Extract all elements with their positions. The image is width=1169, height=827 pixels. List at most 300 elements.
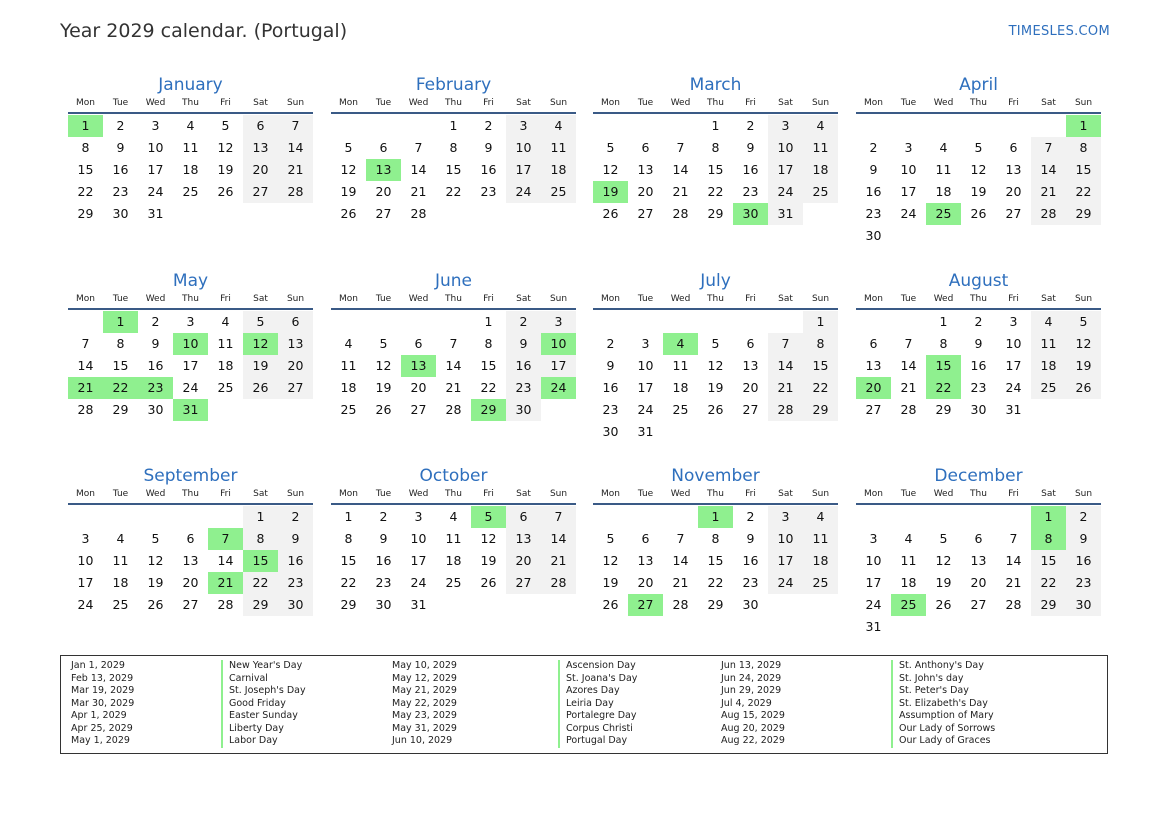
day-cell: 21 [445,380,462,395]
legend-date: Jun 24, 2029 [721,672,782,684]
weekday-header [68,487,313,501]
holiday-day: 29 [471,399,506,421]
day-cell: 29 [935,402,952,417]
day-cell: 13 [182,553,199,568]
day-cell: 19 [217,162,234,177]
day-cell: 9 [869,162,878,177]
day-cell: 23 [278,572,313,594]
weekday-label: Sun [811,98,830,108]
weekday-label: Fri [1008,489,1019,499]
weekday-label: Sat [778,98,793,108]
day-cell: 6 [1009,140,1018,155]
day-cell: 6 [414,336,423,351]
day-cell: 17 [410,553,427,568]
day-cell: 12 [602,162,619,177]
day-cell: 18 [803,159,838,181]
day-cell: 17 [768,159,803,181]
day-cell: 2 [1066,506,1101,528]
day-cell: 26 [243,377,278,399]
day-cell: 4 [344,336,353,351]
day-cell: 21 [1005,575,1022,590]
day-cell: 13 [1005,162,1022,177]
holiday-day: 1 [68,115,103,137]
day-cell: 19 [1066,355,1101,377]
day-cell: 25 [217,380,234,395]
day-cell: 10 [768,137,803,159]
weekday-label: Mon [601,98,620,108]
day-cell: 17 [1005,358,1022,373]
day-cell: 13 [637,162,654,177]
month-july [593,270,838,443]
day-cell: 7 [81,336,90,351]
day-cell: 9 [506,333,541,355]
day-cell: 9 [278,528,313,550]
day-cell: 28 [672,206,689,221]
weekday-label: Mon [76,294,95,304]
day-cell: 16 [602,380,619,395]
empty-cell [926,506,961,528]
day-cell: 27 [375,206,392,221]
header-rule [856,112,1101,114]
holiday-day: 22 [926,377,961,399]
weekday-label: Thu [707,98,724,108]
weekday-label: Fri [220,489,231,499]
day-cell: 18 [445,553,462,568]
month-september [68,465,313,616]
day-cell: 22 [1031,572,1066,594]
weekday-label: Thu [970,489,987,499]
legend-dates [392,660,457,748]
day-cell: 20 [182,575,199,590]
weekday-label: Sat [778,294,793,304]
day-cell: 2 [746,509,755,524]
empty-cell [961,506,996,528]
day-cell: 31 [637,424,654,439]
legend-holiday-name: Labor Day [221,735,306,748]
day-cell: 9 [484,140,493,155]
day-grid [331,506,576,616]
day-cell: 23 [602,402,619,417]
day-cell: 1 [449,118,458,133]
day-cell: 20 [243,159,278,181]
weekday-label: Sun [1074,294,1093,304]
holiday-day: 10 [541,333,576,355]
empty-cell [733,311,768,333]
day-cell: 18 [182,162,199,177]
header-rule [68,308,313,310]
day-cell: 16 [742,162,759,177]
day-cell: 3 [869,531,878,546]
weekday-label: Thu [970,98,987,108]
weekday-label: Mon [339,489,358,499]
day-cell: 21 [900,380,917,395]
day-cell: 30 [970,402,987,417]
weekday-label: Sat [1041,98,1056,108]
day-cell: 8 [449,140,458,155]
month-december [856,465,1101,638]
day-cell: 3 [81,531,90,546]
weekday-label: Mon [76,98,95,108]
empty-cell [628,311,663,333]
day-cell: 2 [116,118,125,133]
site-link[interactable]: TIMESLES.COM [1008,24,1110,39]
day-cell: 6 [243,115,278,137]
day-cell: 19 [602,575,619,590]
day-grid [856,311,1101,421]
day-cell: 18 [217,358,234,373]
day-cell: 3 [151,118,160,133]
empty-cell [593,311,628,333]
day-cell: 16 [970,358,987,373]
day-cell: 7 [1009,531,1018,546]
weekday-label: Sun [1074,98,1093,108]
holiday-day: 15 [926,355,961,377]
month-name: September [143,466,238,486]
day-cell: 8 [939,336,948,351]
day-cell: 14 [77,358,94,373]
empty-cell [768,311,803,333]
day-cell: 4 [904,531,913,546]
month-august [856,270,1101,421]
day-cell: 16 [506,355,541,377]
day-cell: 10 [865,553,882,568]
day-cell: 11 [541,137,576,159]
legend-date: May 1, 2029 [71,735,130,746]
weekday-label: Thu [445,489,462,499]
weekday-label: Mon [339,294,358,304]
day-cell: 24 [865,597,882,612]
day-cell: 27 [865,402,882,417]
day-cell: 15 [707,162,724,177]
day-cell: 27 [970,597,987,612]
empty-cell [593,115,628,137]
day-cell: 12 [935,553,952,568]
day-cell: 24 [637,402,654,417]
holiday-day: 31 [173,399,208,421]
day-cell: 28 [217,597,234,612]
empty-cell [856,506,891,528]
day-cell: 5 [939,531,948,546]
day-cell: 2 [151,314,160,329]
day-cell: 3 [186,314,195,329]
legend-date: Jun 10, 2029 [392,735,453,746]
day-cell: 13 [506,528,541,550]
day-cell: 9 [606,358,615,373]
day-cell: 3 [541,311,576,333]
empty-cell [366,115,401,137]
weekday-label: Mon [864,98,883,108]
weekday-label: Sun [549,294,568,304]
day-cell: 7 [278,115,313,137]
day-cell: 14 [900,358,917,373]
weekday-label: Tue [375,294,392,304]
holiday-day: 10 [173,333,208,355]
day-cell: 25 [112,597,129,612]
day-cell: 5 [243,311,278,333]
page-title: Year 2029 calendar. (Portugal) [60,20,348,42]
day-cell: 26 [602,597,619,612]
weekday-header [593,487,838,501]
weekday-label: Sat [516,294,531,304]
day-cell: 15 [1031,550,1066,572]
empty-cell [208,506,243,528]
weekday-label: Tue [375,489,392,499]
day-cell: 13 [970,553,987,568]
day-cell: 16 [1066,550,1101,572]
day-cell: 19 [707,380,724,395]
weekday-label: Tue [900,98,917,108]
legend-holiday-name: Our Lady of Sorrows [891,723,995,736]
day-cell: 4 [803,506,838,528]
day-cell: 31 [768,203,803,225]
day-cell: 1 [484,314,493,329]
legend-date: Aug 22, 2029 [721,735,785,746]
legend-date: Jun 29, 2029 [721,685,782,696]
month-name: January [158,75,223,95]
weekday-label: Wed [670,489,691,499]
month-name: March [689,75,742,95]
day-cell: 17 [147,162,164,177]
month-march [593,74,838,225]
day-cell: 12 [217,140,234,155]
legend-date: May 21, 2029 [392,685,457,696]
day-cell: 20 [637,575,654,590]
month-april [856,74,1101,247]
empty-cell [68,506,103,528]
day-cell: 19 [480,553,497,568]
day-cell: 17 [541,355,576,377]
day-cell: 28 [410,206,427,221]
day-cell: 20 [1005,184,1022,199]
weekday-label: Sat [253,294,268,304]
weekday-label: Sun [811,489,830,499]
day-grid [593,506,838,616]
weekday-label: Sat [1041,294,1056,304]
day-cell: 29 [707,206,724,221]
day-cell: 9 [746,531,755,546]
day-cell: 27 [742,402,759,417]
weekday-label: Fri [220,294,231,304]
weekday-label: Wed [145,294,166,304]
day-cell: 8 [81,140,90,155]
legend-holiday-name: St. Peter's Day [891,685,995,698]
day-cell: 3 [641,336,650,351]
day-cell: 14 [768,355,803,377]
day-cell: 24 [900,206,917,221]
day-cell: 23 [1066,572,1101,594]
day-cell: 8 [116,336,125,351]
day-cell: 25 [803,181,838,203]
day-cell: 23 [742,184,759,199]
day-cell: 21 [768,377,803,399]
month-name: July [700,271,731,291]
day-cell: 12 [340,162,357,177]
day-cell: 14 [672,162,689,177]
day-cell: 3 [904,140,913,155]
holiday-day: 15 [243,550,278,572]
weekday-label: Thu [970,294,987,304]
legend-holiday-name: Azores Day [558,685,637,698]
day-cell: 17 [77,575,94,590]
day-cell: 26 [480,575,497,590]
day-cell: 10 [1005,336,1022,351]
day-cell: 4 [1031,311,1066,333]
day-cell: 29 [243,594,278,616]
month-name: November [671,466,760,486]
day-cell: 12 [1066,333,1101,355]
day-cell: 2 [379,509,388,524]
day-cell: 6 [506,506,541,528]
day-cell: 26 [340,206,357,221]
day-cell: 11 [935,162,952,177]
weekday-header [856,487,1101,501]
holiday-legend [60,655,1108,754]
header-rule [593,308,838,310]
legend-holiday-name: Our Lady of Graces [891,735,995,748]
weekday-label: Wed [933,489,954,499]
day-cell: 10 [147,140,164,155]
day-cell: 7 [1031,137,1066,159]
empty-cell [436,311,471,333]
empty-cell [1031,115,1066,137]
day-cell: 30 [506,399,541,421]
day-cell: 9 [379,531,388,546]
holiday-day: 20 [856,377,891,399]
holiday-day: 7 [208,528,243,550]
legend-holiday-name: Ascension Day [558,660,637,673]
weekday-header [331,96,576,110]
weekday-label: Fri [745,98,756,108]
day-cell: 23 [742,575,759,590]
weekday-label: Sat [253,98,268,108]
day-cell: 14 [278,137,313,159]
day-cell: 21 [1031,181,1066,203]
day-cell: 2 [278,506,313,528]
holiday-day: 30 [733,203,768,225]
day-cell: 18 [935,184,952,199]
legend-date: May 10, 2029 [392,660,457,671]
day-cell: 31 [1005,402,1022,417]
day-cell: 10 [637,358,654,373]
day-cell: 28 [1031,203,1066,225]
day-cell: 4 [221,314,230,329]
weekday-header [856,292,1101,306]
day-cell: 17 [637,380,654,395]
day-cell: 18 [112,575,129,590]
day-cell: 11 [340,358,357,373]
holiday-day: 4 [663,333,698,355]
empty-cell [366,311,401,333]
day-cell: 9 [151,336,160,351]
legend-holiday-name: Easter Sunday [221,710,306,723]
weekday-label: Wed [408,98,429,108]
day-cell: 2 [506,311,541,333]
legend-date: Feb 13, 2029 [71,672,134,684]
day-cell: 30 [375,597,392,612]
empty-cell [891,115,926,137]
month-october [331,465,576,616]
day-cell: 18 [672,380,689,395]
day-cell: 13 [742,358,759,373]
empty-cell [996,115,1031,137]
holiday-day: 13 [366,159,401,181]
weekday-label: Sun [811,294,830,304]
day-cell: 19 [243,355,278,377]
legend-names [221,660,306,748]
day-cell: 19 [147,575,164,590]
weekday-label: Tue [900,489,917,499]
legend-holiday-name: Good Friday [221,698,306,711]
day-cell: 24 [410,575,427,590]
day-cell: 26 [707,402,724,417]
day-cell: 30 [865,228,882,243]
day-cell: 1 [803,311,838,333]
weekday-header [856,96,1101,110]
month-february [331,74,576,225]
weekday-label: Mon [76,489,95,499]
weekday-label: Sat [253,489,268,499]
day-cell: 31 [865,619,882,634]
weekday-label: Thu [707,294,724,304]
day-cell: 6 [641,140,650,155]
weekday-label: Wed [145,98,166,108]
day-cell: 2 [746,118,755,133]
day-cell: 27 [637,206,654,221]
weekday-label: Thu [182,294,199,304]
day-cell: 7 [414,140,423,155]
empty-cell [856,311,891,333]
day-cell: 16 [480,162,497,177]
day-cell: 30 [112,206,129,221]
day-cell: 19 [970,184,987,199]
holiday-day: 1 [1066,115,1101,137]
weekday-label: Mon [339,98,358,108]
day-cell: 15 [707,553,724,568]
day-cell: 20 [637,184,654,199]
day-cell: 10 [900,162,917,177]
weekday-label: Tue [112,98,129,108]
day-cell: 22 [340,575,357,590]
day-cell: 14 [541,528,576,550]
weekday-label: Sun [286,294,305,304]
day-cell: 11 [803,528,838,550]
day-cell: 10 [410,531,427,546]
day-cell: 3 [414,509,423,524]
day-cell: 15 [445,162,462,177]
day-cell: 11 [445,531,462,546]
day-cell: 17 [865,575,882,590]
day-cell: 5 [344,140,353,155]
weekday-label: Fri [483,98,494,108]
day-cell: 22 [480,380,497,395]
day-cell: 24 [1005,380,1022,395]
day-cell: 4 [803,115,838,137]
day-cell: 5 [1066,311,1101,333]
day-cell: 20 [375,184,392,199]
day-cell: 6 [641,531,650,546]
day-cell: 21 [410,184,427,199]
day-cell: 6 [974,531,983,546]
legend-date: May 23, 2029 [392,710,457,721]
day-cell: 19 [935,575,952,590]
empty-cell [173,506,208,528]
day-cell: 19 [375,380,392,395]
day-cell: 15 [112,358,129,373]
day-cell: 23 [970,380,987,395]
weekday-header [331,292,576,306]
day-cell: 22 [243,572,278,594]
day-cell: 28 [672,597,689,612]
